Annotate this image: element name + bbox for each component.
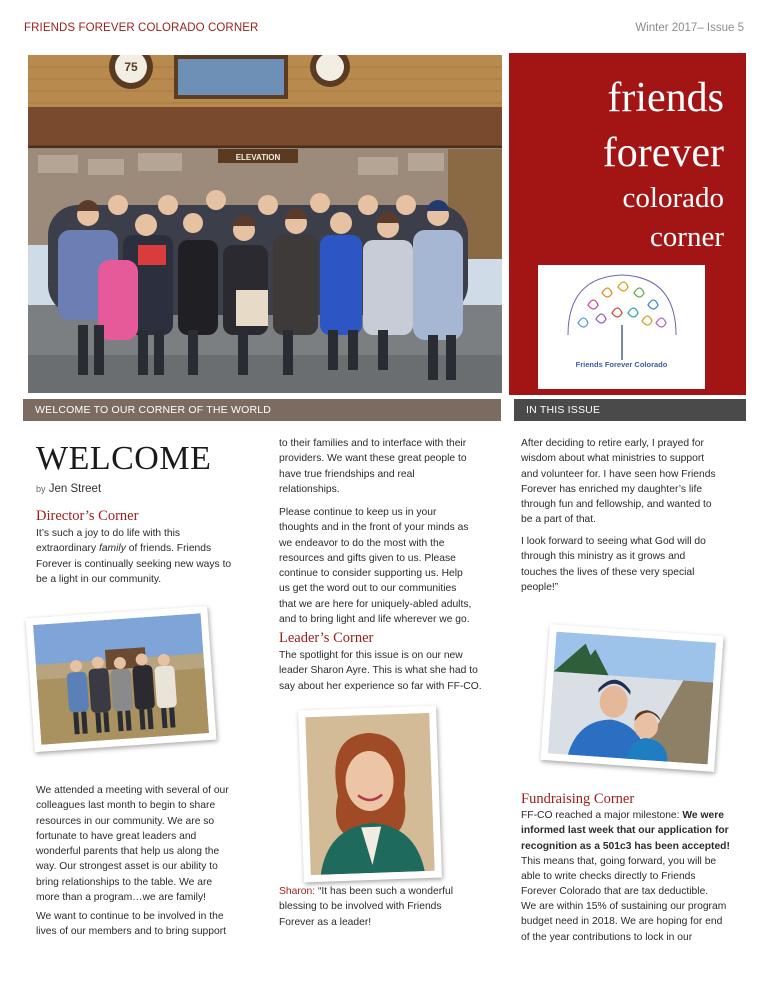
directors-corner-para3: We want to continue to be involved in the lives of our members and to bring support: [36, 911, 227, 938]
right-para1: After deciding to retire early, I prayed for wisdom about what ministries to support and volunteer for. I have seen how Friends Forever has enriched my daughter’s life through fun and fellowship, and wanted to be a part of that.: [521, 438, 716, 526]
byline: [36, 483, 101, 495]
section-bar-in-this-issue: [514, 399, 746, 421]
couple-photo: [540, 624, 723, 772]
directors-corner-para2: We attended a meeting with several of our colleagues last month to begin to share resources in our community. We are so fortunate to have great leaders and wonderful parents that help us along the way. Our strongest asset is our ability to bring relationships to the table. We are more than a program…we are family!: [36, 785, 229, 904]
fundraising-para2: We are within 15% of sustaining our program budget need in 2018. We are hoping for end of the year contributions to lock in our: [521, 901, 727, 943]
welcome-heading: WELCOME: [36, 440, 212, 477]
sharon-quote: Sharon: “It has been such a wonderful blessing to be involved with Friends Forever as a leader!: [279, 886, 454, 928]
logo-caption: Friends Forever Colorado: [575, 360, 668, 369]
byline-author: Jen Street: [48, 483, 102, 495]
group-photo: [28, 55, 502, 393]
fundraising-corner-heading: Fundraising Corner: [521, 791, 635, 807]
section-bar-welcome: [23, 399, 501, 421]
directors-corner-intro: It’s such a joy to do life with this extraordinary family of friends. Friends Forever is continually seeking new ways to be a light in our community.: [36, 528, 232, 585]
leaders-corner-heading: Leader’s Corner: [279, 630, 374, 646]
middle-para1: to their families and to interface with their providers. We want these great people to have true friendships and real relationships.: [279, 438, 467, 495]
masthead-box: [509, 53, 746, 395]
sharon-portrait-photo: [298, 706, 442, 883]
sharon-quote-name: Sharon:: [279, 886, 316, 897]
badge-number: 75: [124, 60, 138, 74]
directors-corner-heading: Director’s Corner: [36, 508, 139, 524]
elevation-sign: ELEVATION: [235, 153, 281, 162]
colleagues-photo: [26, 606, 217, 752]
ffco-logo: [538, 265, 705, 389]
masthead-line-colorado: colorado: [622, 182, 724, 214]
fundraising-para1: FF-CO reached a major milestone: We were informed last week that our application for recognition as a 501c3 has been accepted! This means that, going forward, you will be able to write checks directly to Friends Forever Colorado that are tax deductible.: [521, 810, 730, 898]
tree-logo-icon: [538, 265, 705, 360]
masthead-line-corner: corner: [649, 221, 724, 253]
right-para2: I look forward to seeing what God will do through this ministry as it grows and touches the lives of these very special people!”: [521, 536, 706, 593]
byline-prefix: by: [36, 484, 46, 494]
masthead-line-forever: forever: [602, 130, 724, 176]
publication-title: FRIENDS FOREVER COLORADO CORNER: [24, 22, 259, 34]
leaders-corner-intro: The spotlight for this issue is on our new leader Sharon Ayre. This is what she had to say about her experience so far with FF-CO.: [279, 650, 482, 692]
issue-label: Winter 2017– Issue 5: [635, 22, 744, 34]
masthead-line-friends: friends: [607, 75, 724, 121]
middle-para2: Please continue to keep us in your thoughts and in the front of your minds as we endeavor to do the most with the resources and gifts given to us. Please continue to consider supporting us. Help us get the word out to our communities that we are here for uniquely-abled adults, and to bring light and life wherever we go.: [279, 507, 472, 626]
section-bar-in-this-issue-label: IN THIS ISSUE: [526, 404, 601, 416]
section-bar-welcome-label: WELCOME TO OUR CORNER OF THE WORLD: [35, 404, 272, 416]
